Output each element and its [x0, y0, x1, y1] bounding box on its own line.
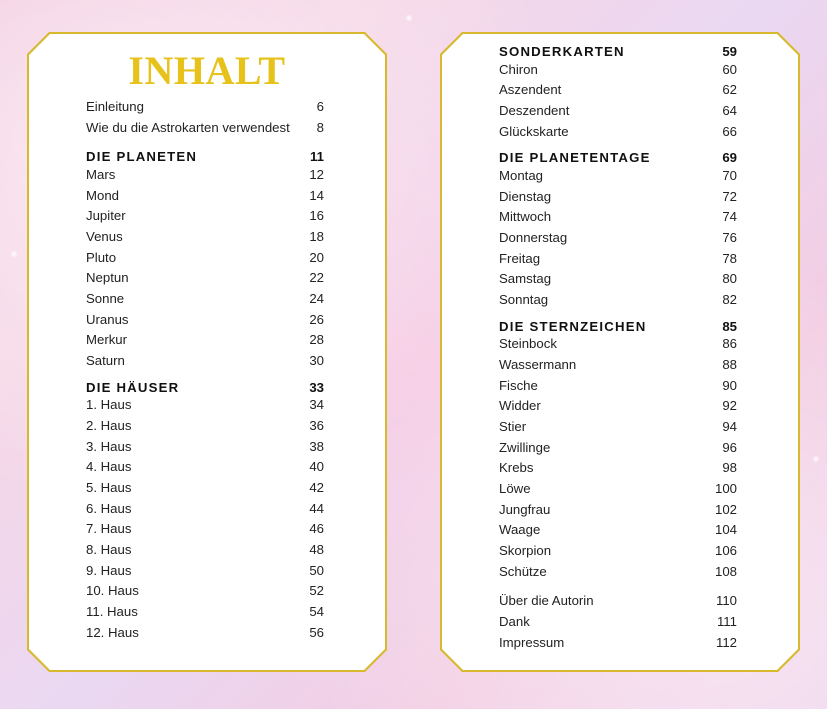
toc-entry-page: 110 [715, 593, 737, 608]
toc-entry-page: 86 [722, 336, 737, 351]
toc-entry-label: Waage [499, 522, 541, 537]
toc-entry [499, 562, 737, 582]
toc-entry-page: 14 [309, 188, 324, 203]
toc-entry-label: Wie du die Astrokarten verwendest [86, 120, 290, 135]
toc-entry-label: Jungfrau [499, 502, 551, 517]
toc-entry-label: 7. Haus [86, 521, 132, 536]
toc-entry-page: 46 [309, 521, 324, 536]
toc-entry [499, 479, 737, 499]
toc-entry [86, 499, 324, 519]
toc-entry-page: 34 [309, 397, 324, 412]
toc-entry-label: Einleitung [86, 99, 144, 114]
page-title: INHALT [128, 48, 286, 93]
toc-entry-label: 5. Haus [86, 480, 132, 495]
toc-entry-label: 11. Haus [86, 604, 138, 619]
toc-entry-label: Donnerstag [499, 230, 568, 245]
toc-entry [86, 416, 324, 436]
toc-entry [499, 101, 737, 121]
toc-entry [499, 500, 737, 520]
toc-entry-label: Schütze [499, 564, 547, 579]
toc-entry-label: Fische [499, 378, 538, 393]
toc-entry-label: Pluto [86, 250, 117, 265]
toc-entry [86, 118, 324, 138]
toc-entry-page: 111 [716, 614, 737, 629]
toc-entry-label: Stier [499, 419, 527, 434]
toc-entry-page: 70 [722, 168, 737, 183]
toc-entry-label: 3. Haus [86, 439, 132, 454]
toc-entry-label: Glückskarte [499, 124, 569, 139]
toc-entry-page: 90 [722, 378, 737, 393]
toc-entry [86, 581, 324, 601]
toc-entry-label: Löwe [499, 481, 531, 496]
toc-entry [499, 438, 737, 458]
toc-entry [499, 166, 737, 186]
toc-entry [86, 97, 324, 117]
toc-entry-page: 18 [309, 229, 324, 244]
toc-entry [86, 457, 324, 477]
toc-heading-label: DIE PLANETENTAGE [499, 150, 651, 165]
toc-entry [499, 591, 737, 611]
toc-entry [86, 351, 324, 371]
toc-entry-label: Aszendent [499, 82, 562, 97]
toc-heading-page: 85 [722, 319, 737, 334]
toc-entry-page: 78 [722, 251, 737, 266]
toc-entry [499, 228, 737, 248]
toc-section-heading [86, 147, 324, 167]
toc-entry-label: Saturn [86, 353, 125, 368]
toc-entry [499, 541, 737, 561]
toc-entry-page: 96 [722, 440, 737, 455]
toc-entry-page: 40 [309, 459, 324, 474]
toc-heading-page: 11 [310, 149, 324, 164]
toc-heading-label: SONDERKARTEN [499, 44, 625, 59]
toc-entry-page: 94 [722, 419, 737, 434]
toc-entry-page: 56 [309, 625, 324, 640]
toc-entry-page: 44 [309, 501, 324, 516]
toc-entry-page: 64 [722, 103, 737, 118]
toc-entry-label: Jupiter [86, 208, 126, 223]
toc-entry-label: Montag [499, 168, 543, 183]
toc-entry-label: Dienstag [499, 189, 552, 204]
toc-entry [86, 561, 324, 581]
toc-entry [86, 310, 324, 330]
toc-section-heading [499, 148, 737, 168]
toc-entry-page: 76 [722, 230, 737, 245]
toc-heading-label: DIE STERNZEICHEN [499, 319, 647, 334]
toc-entry [86, 330, 324, 350]
toc-entry-label: Freitag [499, 251, 541, 266]
toc-entry-page: 22 [309, 270, 324, 285]
toc-entry [499, 376, 737, 396]
toc-entry-label: Merkur [86, 332, 128, 347]
toc-entry [86, 268, 324, 288]
toc-entry-page: 98 [722, 460, 737, 475]
toc-entry [86, 186, 324, 206]
toc-entry [86, 227, 324, 247]
toc-entry [86, 623, 324, 643]
toc-entry-page: 54 [309, 604, 324, 619]
toc-entry [86, 248, 324, 268]
toc-entry-label: Sonne [86, 291, 125, 306]
toc-entry-label: Sonntag [499, 292, 549, 307]
toc-entry-label: Mars [86, 167, 116, 182]
toc-heading-page: 59 [722, 44, 737, 59]
toc-entry [499, 187, 737, 207]
toc-entry-page: 80 [722, 271, 737, 286]
toc-entry-label: Widder [499, 398, 541, 413]
toc-entry [499, 520, 737, 540]
toc-entry-label: 1. Haus [86, 397, 132, 412]
toc-entry-label: Chiron [499, 62, 538, 77]
toc-entry-page: 30 [309, 353, 324, 368]
toc-heading-label: DIE PLANETEN [86, 149, 198, 164]
toc-entry-page: 106 [714, 543, 737, 558]
toc-entry-label: 8. Haus [86, 542, 132, 557]
toc-entry-page: 108 [714, 564, 737, 579]
toc-entry [499, 290, 737, 310]
toc-entry-page: 28 [309, 332, 324, 347]
toc-entry [499, 355, 737, 375]
toc-entry-page: 74 [722, 209, 737, 224]
toc-heading-label: DIE HÄUSER [86, 380, 180, 395]
toc-entry-page: 42 [309, 480, 324, 495]
toc-entry [86, 602, 324, 622]
toc-entry-label: 6. Haus [86, 501, 132, 516]
toc-entry-page: 102 [714, 502, 737, 517]
toc-entry [499, 612, 737, 632]
toc-entry-page: 24 [309, 291, 324, 306]
toc-entry-page: 6 [316, 99, 324, 114]
toc-entry-label: Dank [499, 614, 530, 629]
toc-entry-page: 60 [722, 62, 737, 77]
toc-entry [86, 478, 324, 498]
toc-entry-page: 66 [722, 124, 737, 139]
toc-entry-label: Steinbock [499, 336, 557, 351]
toc-entry [86, 206, 324, 226]
toc-entry-page: 20 [309, 250, 324, 265]
toc-entry-label: 2. Haus [86, 418, 132, 433]
toc-entry-label: Impressum [499, 635, 565, 650]
toc-entry [86, 519, 324, 539]
toc-entry [499, 417, 737, 437]
toc-entry-page: 104 [714, 522, 737, 537]
toc-entry [86, 437, 324, 457]
toc-entry [499, 80, 737, 100]
toc-entry [499, 122, 737, 142]
toc-entry-page: 38 [309, 439, 324, 454]
toc-entry [499, 458, 737, 478]
toc-entry-label: Venus [86, 229, 123, 244]
toc-entry-page: 52 [309, 583, 324, 598]
toc-entry-label: Uranus [86, 312, 129, 327]
toc-entry-page: 12 [309, 167, 324, 182]
toc-entry-label: Mond [86, 188, 119, 203]
toc-entry-page: 72 [722, 189, 737, 204]
toc-entry [499, 269, 737, 289]
toc-entry [86, 165, 324, 185]
toc-entry-page: 82 [722, 292, 737, 307]
toc-entry [499, 633, 737, 653]
toc-entry-label: Krebs [499, 460, 534, 475]
toc-entry-page: 36 [309, 418, 324, 433]
toc-entry-page: 48 [309, 542, 324, 557]
toc-entry-label: 10. Haus [86, 583, 139, 598]
toc-entry-label: 4. Haus [86, 459, 132, 474]
toc-entry-page: 100 [714, 481, 737, 496]
toc-entry [86, 540, 324, 560]
toc-section-heading [499, 42, 737, 62]
toc-entry [499, 249, 737, 269]
toc-entry-label: Über die Autorin [499, 593, 594, 608]
toc-heading-page: 69 [722, 150, 737, 165]
toc-entry-label: Zwillinge [499, 440, 551, 455]
toc-entry [86, 395, 324, 415]
toc-entry [499, 334, 737, 354]
toc-entry-label: 12. Haus [86, 625, 139, 640]
toc-entry-label: Mittwoch [499, 209, 552, 224]
toc-entry-page: 8 [316, 120, 324, 135]
toc-entry-label: Wassermann [499, 357, 577, 372]
toc-entry-page: 112 [715, 635, 737, 650]
toc-entry-page: 50 [309, 563, 324, 578]
toc-entry [499, 60, 737, 80]
toc-entry-label: 9. Haus [86, 563, 132, 578]
toc-entry [499, 396, 737, 416]
toc-entry-page: 88 [722, 357, 737, 372]
toc-entry-label: Deszendent [499, 103, 570, 118]
toc-entry-page: 92 [722, 398, 737, 413]
toc-entry-label: Neptun [86, 270, 129, 285]
toc-entry [86, 289, 324, 309]
toc-entry-page: 26 [309, 312, 324, 327]
toc-heading-page: 33 [309, 380, 324, 395]
toc-entry-label: Skorpion [499, 543, 552, 558]
toc-entry [499, 207, 737, 227]
toc-entry-page: 16 [309, 208, 324, 223]
toc-entry-page: 62 [722, 82, 737, 97]
toc-entry-label: Samstag [499, 271, 552, 286]
